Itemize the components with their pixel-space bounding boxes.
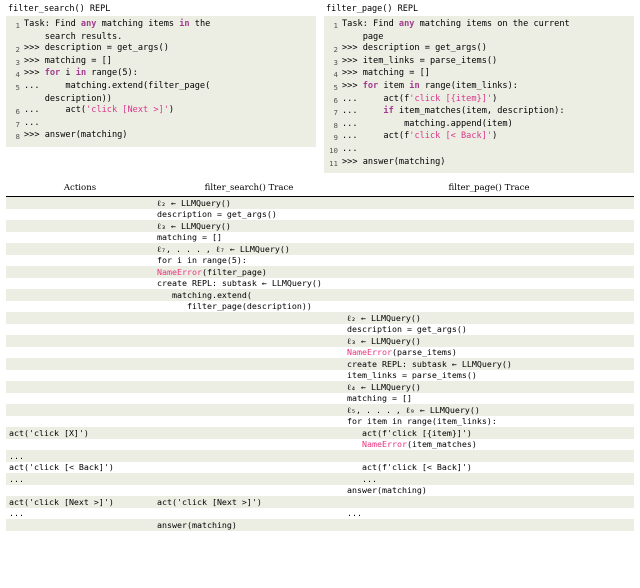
code-token: 'click [{item}]' <box>409 93 493 104</box>
trace-token: NameError <box>157 266 202 277</box>
code-text <box>24 81 210 93</box>
cell-filter-page-trace <box>344 370 634 382</box>
trace-token: matching = [] <box>157 232 222 243</box>
trace-token: answer(matching) <box>347 485 427 496</box>
code-line <box>8 130 312 143</box>
table-row <box>6 462 634 474</box>
cell-filter-search-trace <box>154 289 344 301</box>
code-line <box>326 94 630 107</box>
filter-page-code <box>324 16 634 173</box>
cell-actions <box>6 393 154 405</box>
code-text <box>342 157 445 169</box>
cell-actions <box>6 508 154 520</box>
code-line <box>326 119 630 132</box>
trace-token: for i in range(5): <box>157 255 247 266</box>
code-token: >>> <box>342 80 363 91</box>
code-line <box>8 118 312 131</box>
cell-filter-page-trace <box>344 301 634 313</box>
cell-actions <box>6 312 154 324</box>
cell-actions <box>6 347 154 359</box>
code-token: ... matching.extend(filter_page( <box>24 80 211 91</box>
code-token: description)) <box>24 93 112 104</box>
code-line <box>326 68 630 81</box>
code-line <box>8 81 312 94</box>
code-token: item <box>378 80 410 91</box>
code-text <box>342 43 487 55</box>
cell-filter-search-trace <box>154 519 344 531</box>
cell-actions <box>6 335 154 347</box>
cell-actions <box>6 220 154 232</box>
table-row <box>6 473 634 485</box>
cell-filter-search-trace <box>154 347 344 359</box>
code-token: the <box>189 19 211 29</box>
cell-actions <box>6 278 154 290</box>
trace-token: create REPL: subtask ← LLMQuery() <box>157 278 322 289</box>
trace-token: description = get_args() <box>157 209 277 220</box>
trace-token: NameError <box>347 439 407 450</box>
code-line <box>8 56 312 69</box>
code-token: ... act( <box>24 105 87 116</box>
table-row <box>6 519 634 531</box>
table-row <box>6 508 634 520</box>
code-text <box>342 144 358 156</box>
table-row <box>6 370 634 382</box>
code-line <box>8 43 312 56</box>
trace-token: filter_page(description)) <box>157 301 312 312</box>
code-token: ... <box>342 106 384 117</box>
cell-filter-search-trace <box>154 370 344 382</box>
cell-filter-search-trace <box>154 485 344 497</box>
line-number <box>326 32 342 33</box>
line-number: 1 <box>333 21 338 30</box>
table-row <box>6 266 634 278</box>
code-text <box>24 19 210 31</box>
table-row <box>6 301 634 313</box>
code-line <box>326 106 630 119</box>
cell-filter-search-trace <box>154 312 344 324</box>
cell-filter-page-trace <box>344 266 634 278</box>
trace-token: (item_matches) <box>406 439 477 450</box>
cell-filter-page-trace <box>344 519 634 531</box>
code-line <box>8 32 312 44</box>
cell-actions <box>6 485 154 497</box>
cell-filter-search-trace <box>154 427 344 439</box>
trace-token: ℓ₃ ← LLMQuery() <box>157 220 231 231</box>
cell-filter-page-trace <box>344 255 634 267</box>
cell-filter-page-trace <box>344 473 634 485</box>
code-line <box>326 19 630 32</box>
table-row <box>6 358 634 370</box>
cell-filter-search-trace <box>154 266 344 278</box>
cell-filter-search-trace <box>154 209 344 221</box>
code-token: Task: Find <box>342 19 399 29</box>
column-header-filter-page-trace: filter_page() Trace <box>344 182 634 197</box>
cell-filter-search-trace <box>154 358 344 370</box>
code-token: >>> matching = [] <box>24 55 112 66</box>
cell-filter-search-trace <box>154 324 344 336</box>
trace-token: act('click [X]') <box>9 427 89 438</box>
cell-actions <box>6 462 154 474</box>
code-line <box>8 105 312 118</box>
code-token: >>> description = get_args() <box>342 43 487 54</box>
code-token: >>> <box>24 68 45 79</box>
line-number: 5 <box>15 82 20 92</box>
cell-actions <box>6 197 154 209</box>
code-text <box>342 94 497 106</box>
cell-actions <box>6 496 154 508</box>
cell-filter-page-trace <box>344 347 634 359</box>
code-text <box>342 68 430 80</box>
trace-token: act(f'click [{item}]') <box>347 427 472 438</box>
cell-filter-search-trace <box>154 335 344 347</box>
code-token: >>> answer(matching) <box>342 156 446 167</box>
cell-actions <box>6 232 154 244</box>
code-token: ... act(f <box>342 131 410 142</box>
cell-actions <box>6 519 154 531</box>
cell-filter-search-trace <box>154 220 344 232</box>
code-token: 'click [< Back]' <box>409 131 493 142</box>
table-row <box>6 496 634 508</box>
cell-actions <box>6 404 154 416</box>
cell-filter-page-trace <box>344 312 634 324</box>
line-number: 2 <box>333 45 338 55</box>
table-row <box>6 485 634 497</box>
trace-token: ℓ₂ ← LLMQuery() <box>347 312 421 323</box>
trace-token: ℓ₇, . . . , ℓ₇ ← LLMQuery() <box>157 243 290 254</box>
column-header-filter-search-trace: filter_search() Trace <box>154 182 344 197</box>
table-row <box>6 347 634 359</box>
code-text <box>24 32 122 44</box>
code-token: Task: Find <box>24 19 81 29</box>
code-token: if <box>383 106 394 117</box>
code-token: page <box>342 31 384 42</box>
code-token: ) <box>492 131 498 142</box>
cell-filter-search-trace <box>154 496 344 508</box>
table-row <box>6 278 634 290</box>
cell-actions <box>6 450 154 462</box>
cell-actions <box>6 381 154 393</box>
code-text <box>342 131 497 143</box>
code-token: >>> answer(matching) <box>24 130 128 141</box>
code-token: ) <box>168 105 175 116</box>
trace-token: for item in range(item_links): <box>347 416 497 427</box>
cell-filter-search-trace <box>154 232 344 244</box>
cell-filter-page-trace <box>344 358 634 370</box>
trace-token: act('click [< Back]') <box>9 462 114 473</box>
code-text <box>24 56 112 68</box>
cell-filter-page-trace <box>344 439 634 451</box>
cell-filter-search-trace <box>154 450 344 462</box>
table-row <box>6 381 634 393</box>
cell-filter-page-trace <box>344 243 634 255</box>
line-number: 3 <box>15 57 20 67</box>
code-line <box>326 131 630 144</box>
code-token: ... <box>342 143 358 154</box>
line-number: 4 <box>15 70 20 80</box>
cell-filter-page-trace <box>344 416 634 428</box>
code-token: for <box>362 80 379 91</box>
code-token: for <box>44 68 61 79</box>
cell-filter-page-trace <box>344 508 634 520</box>
cell-actions <box>6 243 154 255</box>
cell-actions <box>6 255 154 267</box>
trace-token: act('click [Next >]') <box>157 496 262 507</box>
cell-filter-page-trace <box>344 220 634 232</box>
code-token: any <box>398 19 415 29</box>
line-number <box>8 32 24 33</box>
cell-actions <box>6 427 154 439</box>
table-row <box>6 416 634 428</box>
cell-filter-page-trace <box>344 289 634 301</box>
trace-token: ℓ₄ ← LLMQuery() <box>347 381 421 392</box>
code-token: in <box>75 68 87 79</box>
code-text <box>342 106 565 118</box>
filter-page-panel-title: filter_page() REPL <box>326 4 419 14</box>
code-text <box>342 32 383 44</box>
line-number: 8 <box>15 132 20 142</box>
trace-table-header-row <box>6 182 634 197</box>
cell-filter-search-trace <box>154 473 344 485</box>
table-row <box>6 255 634 267</box>
trace-token: item_links = parse_items() <box>347 370 477 381</box>
trace-token: ℓ₂ ← LLMQuery() <box>157 197 231 208</box>
cell-filter-search-trace <box>154 197 344 209</box>
line-number: 11 <box>329 158 338 168</box>
trace-token: act('click [Next >]') <box>9 496 114 507</box>
code-token: range <box>419 80 451 91</box>
cell-actions <box>6 473 154 485</box>
code-token: matching items <box>96 19 180 29</box>
trace-token: description = get_args() <box>347 324 467 335</box>
cell-filter-page-trace <box>344 335 634 347</box>
code-token: (5): <box>117 68 138 79</box>
line-number: 3 <box>333 57 338 67</box>
code-token: (item_links): <box>450 80 518 91</box>
table-row <box>6 393 634 405</box>
code-line <box>326 144 630 157</box>
table-row <box>6 197 634 209</box>
line-number: 1 <box>15 21 20 30</box>
trace-token: matching.extend( <box>157 289 252 300</box>
code-token: >>> description = get_args() <box>24 43 169 54</box>
cell-filter-search-trace <box>154 255 344 267</box>
table-row <box>6 404 634 416</box>
cell-filter-search-trace <box>154 278 344 290</box>
line-number: 6 <box>15 107 20 117</box>
trace-token: create REPL: subtask ← LLMQuery() <box>347 358 512 369</box>
table-row <box>6 232 634 244</box>
cell-filter-search-trace <box>154 416 344 428</box>
table-row <box>6 439 634 451</box>
trace-token: (parse_items) <box>391 347 457 358</box>
table-row <box>6 312 634 324</box>
cell-filter-page-trace <box>344 462 634 474</box>
cell-filter-page-trace <box>344 496 634 508</box>
trace-token: ... <box>9 450 24 461</box>
code-line <box>326 81 630 94</box>
code-text <box>24 68 138 80</box>
code-token: any <box>80 19 97 29</box>
code-text <box>24 130 127 142</box>
trace-token: (filter_page) <box>201 266 267 277</box>
cell-filter-page-trace <box>344 197 634 209</box>
code-text <box>342 119 513 131</box>
line-number: 2 <box>15 45 20 55</box>
code-text <box>342 81 518 93</box>
code-text <box>342 56 497 68</box>
table-row <box>6 324 634 336</box>
code-token: item_matches(item, description): <box>393 106 565 117</box>
code-line <box>8 19 312 32</box>
cell-filter-page-trace <box>344 404 634 416</box>
filter-search-panel <box>6 4 316 173</box>
cell-filter-page-trace <box>344 209 634 221</box>
cell-actions <box>6 266 154 278</box>
code-line <box>326 43 630 56</box>
code-token: matching items on the current <box>414 19 570 29</box>
code-line <box>8 68 312 81</box>
cell-actions <box>6 301 154 313</box>
code-line <box>8 94 312 106</box>
cell-filter-search-trace <box>154 301 344 313</box>
code-token: in <box>409 80 420 91</box>
code-text <box>24 94 112 106</box>
trace-token: act(f'click [< Back]') <box>347 462 472 473</box>
cell-filter-page-trace <box>344 381 634 393</box>
code-text <box>24 118 40 130</box>
table-row <box>6 220 634 232</box>
code-token: in <box>179 19 190 29</box>
cell-filter-page-trace <box>344 427 634 439</box>
table-row <box>6 289 634 301</box>
trace-token: ℓ₅, . . . , ℓ₉ ← LLMQuery() <box>347 404 480 415</box>
cell-actions <box>6 289 154 301</box>
code-text <box>24 43 169 55</box>
filter-page-panel <box>324 4 634 173</box>
code-line <box>326 157 630 170</box>
code-line <box>326 56 630 69</box>
line-number: 6 <box>333 95 338 105</box>
code-token: >>> matching = [] <box>342 68 430 79</box>
trace-token: ... <box>9 508 24 519</box>
code-token: i <box>60 68 76 79</box>
line-number: 7 <box>333 108 338 118</box>
cell-filter-search-trace <box>154 404 344 416</box>
table-row <box>6 450 634 462</box>
trace-token: ... <box>9 473 24 484</box>
code-token: >>> item_links = parse_items() <box>342 55 498 66</box>
code-token: ... matching.append(item) <box>342 118 513 129</box>
cell-filter-page-trace <box>344 450 634 462</box>
cell-filter-page-trace <box>344 232 634 244</box>
cell-filter-page-trace <box>344 485 634 497</box>
code-text <box>342 19 570 31</box>
table-row <box>6 335 634 347</box>
line-number: 9 <box>333 133 338 143</box>
code-token: ... act(f <box>342 93 410 104</box>
code-token: search results. <box>24 31 123 42</box>
cell-actions <box>6 370 154 382</box>
line-number: 5 <box>333 82 338 92</box>
cell-filter-search-trace <box>154 243 344 255</box>
cell-filter-search-trace <box>154 508 344 520</box>
code-line <box>326 32 630 44</box>
trace-token: ℓ₃ ← LLMQuery() <box>347 335 421 346</box>
line-number <box>8 94 24 95</box>
code-token: 'click [Next >]' <box>86 105 169 116</box>
cell-actions <box>6 358 154 370</box>
cell-actions <box>6 324 154 336</box>
column-header-actions: Actions <box>6 182 154 197</box>
filter-search-panel-title: filter_search() REPL <box>8 4 111 14</box>
code-panels <box>6 4 634 173</box>
trace-token: NameError <box>347 347 392 358</box>
cell-actions <box>6 416 154 428</box>
table-row <box>6 209 634 221</box>
table-row <box>6 427 634 439</box>
trace-table <box>6 182 634 531</box>
trace-token: ... <box>347 508 362 519</box>
line-number: 4 <box>333 70 338 80</box>
code-token: range <box>86 68 118 79</box>
code-token: ) <box>492 93 498 104</box>
cell-filter-page-trace <box>344 393 634 405</box>
cell-actions <box>6 209 154 221</box>
cell-filter-search-trace <box>154 381 344 393</box>
line-number: 7 <box>15 119 20 129</box>
line-number: 10 <box>329 145 338 155</box>
cell-actions <box>6 439 154 451</box>
trace-token: answer(matching) <box>157 519 237 530</box>
line-number: 8 <box>333 120 338 130</box>
cell-filter-page-trace <box>344 324 634 336</box>
table-row <box>6 243 634 255</box>
filter-search-code <box>6 16 316 147</box>
code-token: ... <box>24 117 40 128</box>
cell-filter-search-trace <box>154 462 344 474</box>
trace-token: ... <box>347 473 377 484</box>
cell-filter-search-trace <box>154 393 344 405</box>
code-text <box>24 105 174 117</box>
trace-token: matching = [] <box>347 393 412 404</box>
cell-filter-page-trace <box>344 278 634 290</box>
cell-filter-search-trace <box>154 439 344 451</box>
